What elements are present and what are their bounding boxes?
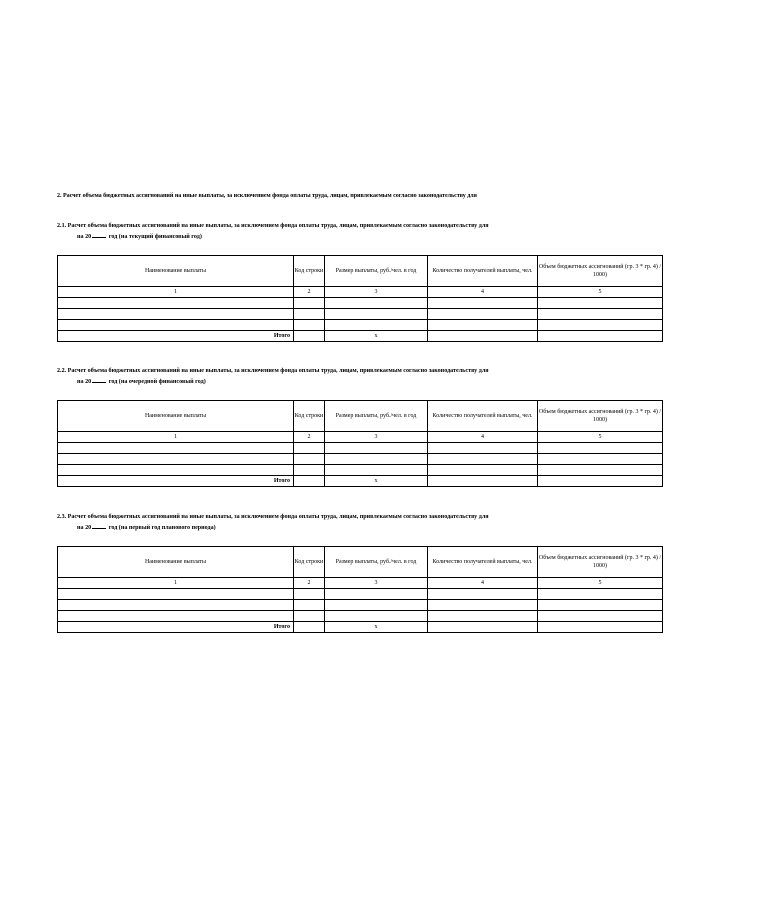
table-row [58,600,663,611]
payments-table [57,400,663,487]
header-count: Количество получателей выплаты, чел. [428,401,538,432]
table-header-row [58,256,663,287]
table-row [58,454,663,465]
col-num: 1 [58,578,294,589]
year-prefix: на [77,234,84,240]
section-year-line [57,376,757,386]
cell[interactable] [538,589,663,600]
cell[interactable] [58,465,294,476]
total-mark: x [325,476,428,487]
header-name: Наименование выплаты [58,547,294,578]
cell[interactable] [294,454,325,465]
table-row [58,611,663,622]
cell[interactable] [325,589,428,600]
total-mark: x [325,622,428,633]
year-prefix: на [77,525,84,531]
cell[interactable] [325,611,428,622]
col-num: 3 [325,287,428,298]
col-num: 1 [58,287,294,298]
table-header-row [58,401,663,432]
col-num: 4 [428,578,538,589]
cell[interactable] [538,309,663,320]
cell[interactable] [58,298,294,309]
payments-table [57,255,663,342]
total-row [58,331,663,342]
cell[interactable] [538,331,663,342]
cell[interactable] [428,320,538,331]
cell[interactable] [428,600,538,611]
cell[interactable] [325,600,428,611]
cell[interactable] [325,454,428,465]
cell[interactable] [538,476,663,487]
section-title: 2.1. Расчет объема бюджетных ассигнований на иные выплаты, за исключением фонда оплаты труда, лицам, привлекаемым согласно законодательству для [57,223,489,229]
header-name: Наименование выплаты [58,256,294,287]
col-num: 3 [325,578,428,589]
cell[interactable] [58,309,294,320]
cell[interactable] [294,309,325,320]
header-volume: Объем бюджетных ассигнований (гр. 3 * гр. 4) / 1000) [538,547,663,578]
cell[interactable] [58,443,294,454]
cell[interactable] [294,465,325,476]
header-volume: Объем бюджетных ассигнований (гр. 3 * гр. 4) / 1000) [538,256,663,287]
header-count: Количество получателей выплаты, чел. [428,256,538,287]
cell[interactable] [294,611,325,622]
section-2-1 [57,221,757,342]
main-heading: 2. Расчет объема бюджетных ассигнований на иные выплаты, за исключением фонда оплаты труда, лицам, привлекаемым согласно законодательству для [57,193,477,199]
cell[interactable] [538,611,663,622]
col-num: 5 [538,432,663,443]
cell[interactable] [294,320,325,331]
cell[interactable] [325,465,428,476]
total-row [58,476,663,487]
total-label: Итого [58,476,294,487]
col-num: 2 [294,578,325,589]
col-num: 1 [58,432,294,443]
cell[interactable] [428,589,538,600]
cell[interactable] [325,443,428,454]
col-num: 4 [428,287,538,298]
header-name: Наименование выплаты [58,401,294,432]
table-row [58,465,663,476]
cell[interactable] [538,600,663,611]
cell[interactable] [325,309,428,320]
year-blank [92,231,106,238]
header-size: Размер выплаты, руб./чел. в год [325,401,428,432]
cell[interactable] [294,331,325,342]
column-number-row [58,432,663,443]
year-prefix: на [77,379,84,385]
section-2-3 [57,512,757,633]
section-title: 2.2. Расчет объема бюджетных ассигнований на иные выплаты, за исключением фонда оплаты труда, лицам, привлекаемым согласно законодательству для [57,368,489,374]
total-label: Итого [58,622,294,633]
section-2-2 [57,366,757,487]
table-row [58,320,663,331]
header-volume: Объем бюджетных ассигнований (гр. 3 * гр. 4) / 1000) [538,401,663,432]
total-label: Итого [58,331,294,342]
header-size: Размер выплаты, руб./чел. в год [325,547,428,578]
cell[interactable] [58,600,294,611]
cell[interactable] [538,443,663,454]
cell[interactable] [294,622,325,633]
col-num: 5 [538,578,663,589]
year-blank [92,376,106,383]
cell[interactable] [428,309,538,320]
section-year-line [57,522,757,532]
header-code: Код строки [294,547,325,578]
table-row [58,443,663,454]
col-num: 2 [294,287,325,298]
table-header-row [58,547,663,578]
cell[interactable] [538,454,663,465]
cell[interactable] [294,298,325,309]
total-row [58,622,663,633]
cell[interactable] [428,298,538,309]
table-row [58,309,663,320]
cell[interactable] [538,298,663,309]
cell[interactable] [325,298,428,309]
cell[interactable] [428,611,538,622]
cell[interactable] [58,589,294,600]
cell[interactable] [428,465,538,476]
total-mark: x [325,331,428,342]
cell[interactable] [58,611,294,622]
payments-table [57,546,663,633]
cell[interactable] [428,331,538,342]
table-row [58,589,663,600]
table-row [58,298,663,309]
cell[interactable] [538,622,663,633]
section-year-line [57,231,757,241]
header-count: Количество получателей выплаты, чел. [428,547,538,578]
year-blank [92,522,106,529]
year-suffix: год (на текущий финансовый год) [108,234,202,240]
col-num: 3 [325,432,428,443]
cell[interactable] [58,454,294,465]
year-number: 20 [85,234,92,240]
header-code: Код строки [294,401,325,432]
cell[interactable] [294,443,325,454]
header-size: Размер выплаты, руб./чел. в год [325,256,428,287]
col-num: 5 [538,287,663,298]
section-title: 2.3. Расчет объема бюджетных ассигнований на иные выплаты, за исключением фонда оплаты труда, лицам, привлекаемым согласно законодательству для [57,514,489,520]
year-suffix: год (на первый год планового периода) [108,525,216,531]
cell[interactable] [294,589,325,600]
cell[interactable] [428,454,538,465]
cell[interactable] [428,622,538,633]
year-number: 20 [85,379,92,385]
col-num: 4 [428,432,538,443]
cell[interactable] [294,476,325,487]
column-number-row [58,578,663,589]
col-num: 2 [294,432,325,443]
cell[interactable] [538,465,663,476]
header-code: Код строки [294,256,325,287]
cell[interactable] [325,320,428,331]
year-number: 20 [85,525,92,531]
year-suffix: год (на очередной финансовый год) [108,379,206,385]
column-number-row [58,287,663,298]
cell[interactable] [428,476,538,487]
cell[interactable] [538,320,663,331]
cell[interactable] [58,320,294,331]
cell[interactable] [428,443,538,454]
cell[interactable] [294,600,325,611]
